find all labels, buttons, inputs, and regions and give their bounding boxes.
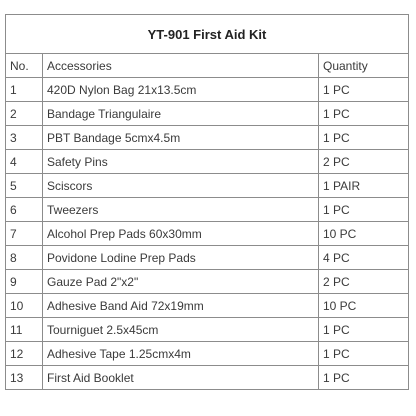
row-number: 5 — [6, 174, 43, 198]
row-item: Adhesive Band Aid 72x19mm — [43, 294, 319, 318]
row-quantity: 1 PC — [319, 342, 409, 366]
row-item: First Aid Booklet — [43, 366, 319, 390]
row-quantity: 1 PC — [319, 366, 409, 390]
header-row — [6, 54, 409, 78]
table-row — [6, 174, 409, 198]
table-row — [6, 198, 409, 222]
table-row — [6, 246, 409, 270]
row-quantity: 1 PAIR — [319, 174, 409, 198]
row-item: Sciscors — [43, 174, 319, 198]
row-item: PBT Bandage 5cmx4.5m — [43, 126, 319, 150]
table-row — [6, 222, 409, 246]
row-number: 10 — [6, 294, 43, 318]
row-item: Tourniguet 2.5x45cm — [43, 318, 319, 342]
row-number: 6 — [6, 198, 43, 222]
table-row — [6, 318, 409, 342]
row-quantity: 2 PC — [319, 270, 409, 294]
row-item: Adhesive Tape 1.25cmx4m — [43, 342, 319, 366]
table-row — [6, 294, 409, 318]
row-quantity: 2 PC — [319, 150, 409, 174]
row-item: Gauze Pad 2"x2" — [43, 270, 319, 294]
table-row — [6, 342, 409, 366]
table-title: YT-901 First Aid Kit — [6, 15, 409, 54]
header-no: No. — [6, 54, 43, 78]
table-row — [6, 366, 409, 390]
row-quantity: 1 PC — [319, 102, 409, 126]
row-quantity: 1 PC — [319, 198, 409, 222]
row-number: 12 — [6, 342, 43, 366]
row-item: Safety Pins — [43, 150, 319, 174]
row-number: 7 — [6, 222, 43, 246]
row-quantity: 10 PC — [319, 294, 409, 318]
row-number: 4 — [6, 150, 43, 174]
row-item: Povidone Lodine Prep Pads — [43, 246, 319, 270]
table-row — [6, 78, 409, 102]
row-quantity: 1 PC — [319, 126, 409, 150]
row-number: 13 — [6, 366, 43, 390]
row-item: Alcohol Prep Pads 60x30mm — [43, 222, 319, 246]
row-quantity: 1 PC — [319, 78, 409, 102]
table-row — [6, 150, 409, 174]
table-body — [6, 15, 409, 390]
header-accessories: Accessories — [43, 54, 319, 78]
row-number: 3 — [6, 126, 43, 150]
row-number: 8 — [6, 246, 43, 270]
row-number: 11 — [6, 318, 43, 342]
table-row — [6, 270, 409, 294]
title-row — [6, 15, 409, 54]
row-quantity: 10 PC — [319, 222, 409, 246]
table-row — [6, 126, 409, 150]
row-item: 420D Nylon Bag 21x13.5cm — [43, 78, 319, 102]
row-number: 1 — [6, 78, 43, 102]
row-item: Bandage Triangulaire — [43, 102, 319, 126]
first-aid-kit-table — [5, 14, 409, 390]
row-number: 2 — [6, 102, 43, 126]
row-quantity: 1 PC — [319, 318, 409, 342]
row-quantity: 4 PC — [319, 246, 409, 270]
header-quantity: Quantity — [319, 54, 409, 78]
table-row — [6, 102, 409, 126]
row-item: Tweezers — [43, 198, 319, 222]
row-number: 9 — [6, 270, 43, 294]
